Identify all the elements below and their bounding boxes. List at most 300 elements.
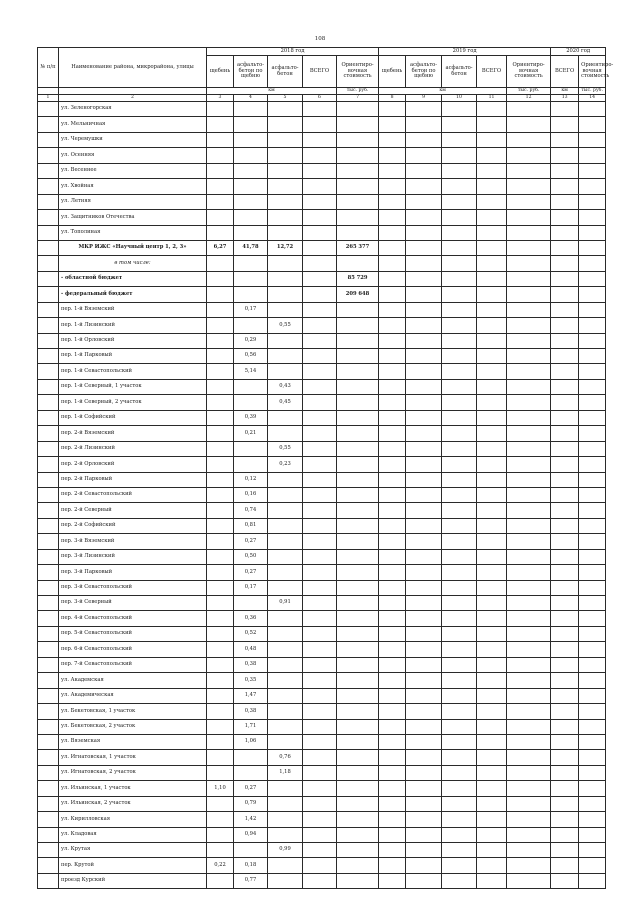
- empty-cell: [379, 503, 406, 518]
- total-2018-cell: [303, 487, 337, 502]
- empty-cell: [442, 503, 477, 518]
- table-row: [38, 827, 606, 842]
- empty-cell: [379, 256, 406, 271]
- empty-cell: [477, 179, 507, 194]
- cost-2018-cell: [337, 858, 379, 873]
- street-name-cell: ул. Мельничная: [59, 117, 207, 132]
- cost-2018-cell: [337, 148, 379, 163]
- street-name-cell: пер. 2-й Парковый: [59, 472, 207, 487]
- gravel-2018-cell: [207, 102, 234, 117]
- empty-cell: [477, 549, 507, 564]
- empty-cell: [442, 395, 477, 410]
- empty-cell: [442, 580, 477, 595]
- street-name-cell: ул. Защитников Отечества: [59, 210, 207, 225]
- row-number-cell: [38, 472, 59, 487]
- empty-cell: [477, 487, 507, 502]
- empty-cell: [442, 565, 477, 580]
- empty-cell: [551, 395, 579, 410]
- asphalt-on-gravel-2018-cell: 0,18: [234, 858, 268, 873]
- asphalt-2018-cell: 0,99: [268, 843, 303, 858]
- empty-cell: [379, 441, 406, 456]
- header-unit-row: [38, 88, 606, 95]
- cost-2018-cell: [337, 117, 379, 132]
- street-name-cell: ул. Академская: [59, 673, 207, 688]
- empty-cell: [379, 179, 406, 194]
- cost-2018-cell: [337, 673, 379, 688]
- street-name-cell: пер. 2-й Лизинский: [59, 441, 207, 456]
- row-number-cell: [38, 395, 59, 410]
- row-number-cell: [38, 565, 59, 580]
- column-index: 3: [207, 95, 234, 102]
- table-row: [38, 395, 606, 410]
- empty-cell: [551, 410, 579, 425]
- asphalt-2018-cell: [268, 472, 303, 487]
- empty-cell: [379, 565, 406, 580]
- cost-2018-cell: [337, 827, 379, 842]
- empty-cell: [507, 379, 551, 394]
- cost-2018-cell: [337, 210, 379, 225]
- total-2018-cell: [303, 688, 337, 703]
- street-name-cell: ул. Зеленогорская: [59, 102, 207, 117]
- cost-2018-cell: [337, 364, 379, 379]
- page-number: 108: [314, 36, 326, 42]
- empty-cell: [379, 472, 406, 487]
- empty-cell: [406, 225, 442, 240]
- gravel-2018-cell: [207, 225, 234, 240]
- empty-cell: [579, 102, 606, 117]
- total-2018-cell: [303, 827, 337, 842]
- empty-cell: [477, 457, 507, 472]
- empty-cell: [406, 179, 442, 194]
- asphalt-on-gravel-2018-cell: 0,50: [234, 549, 268, 564]
- asphalt-2018-cell: 0,55: [268, 318, 303, 333]
- table-row: [38, 580, 606, 595]
- empty-cell: [579, 287, 606, 302]
- header-year-2020: 2020 год: [551, 48, 606, 56]
- asphalt-on-gravel-2018-cell: [234, 457, 268, 472]
- empty-cell: [551, 827, 579, 842]
- total-2018-cell: [303, 503, 337, 518]
- empty-cell: [477, 194, 507, 209]
- empty-cell: [406, 102, 442, 117]
- empty-cell: [442, 673, 477, 688]
- empty-cell: [507, 858, 551, 873]
- total-2018-cell: [303, 426, 337, 441]
- total-2018-cell: [303, 179, 337, 194]
- total-2018-cell: [303, 287, 337, 302]
- asphalt-2018-cell: [268, 657, 303, 672]
- header-name: Наименование района, микрорайона, улицы: [59, 48, 207, 88]
- empty-cell: [406, 704, 442, 719]
- total-2018-cell: [303, 611, 337, 626]
- empty-cell: [579, 657, 606, 672]
- empty-cell: [551, 302, 579, 317]
- empty-cell: [477, 333, 507, 348]
- cost-2018-cell: [337, 596, 379, 611]
- empty-cell: [551, 765, 579, 780]
- gravel-2018-cell: [207, 673, 234, 688]
- empty-cell: [579, 379, 606, 394]
- empty-cell: [442, 518, 477, 533]
- empty-cell: [507, 302, 551, 317]
- empty-cell: [442, 441, 477, 456]
- asphalt-on-gravel-2018-cell: [234, 163, 268, 178]
- asphalt-on-gravel-2018-cell: 0,94: [234, 827, 268, 842]
- row-number-cell: [38, 148, 59, 163]
- row-number-cell: [38, 626, 59, 641]
- street-name-cell: пер. 3-й Парковый: [59, 565, 207, 580]
- empty-cell: [406, 642, 442, 657]
- column-index: 6: [303, 95, 337, 102]
- street-name-cell: пер. 1-й Орловский: [59, 333, 207, 348]
- empty-cell: [406, 688, 442, 703]
- empty-cell: [406, 210, 442, 225]
- empty-cell: [507, 395, 551, 410]
- total-2018-cell: [303, 379, 337, 394]
- asphalt-2018-cell: [268, 132, 303, 147]
- empty-cell: [579, 457, 606, 472]
- street-name-cell: пер. 3-й Вяземский: [59, 534, 207, 549]
- empty-cell: [507, 410, 551, 425]
- gravel-2018-cell: [207, 487, 234, 502]
- empty-cell: [579, 503, 606, 518]
- total-2018-cell: [303, 704, 337, 719]
- row-number-cell: [38, 580, 59, 595]
- empty-cell: [406, 318, 442, 333]
- empty-cell: [379, 148, 406, 163]
- row-number-cell: [38, 719, 59, 734]
- table-row: [38, 287, 606, 302]
- empty-cell: [477, 781, 507, 796]
- header-year-row: [38, 48, 606, 56]
- empty-cell: [507, 688, 551, 703]
- empty-cell: [551, 472, 579, 487]
- street-name-cell: - федеральный бюджет: [59, 287, 207, 302]
- asphalt-2018-cell: [268, 549, 303, 564]
- empty-cell: [406, 333, 442, 348]
- empty-cell: [406, 534, 442, 549]
- asphalt-2018-cell: [268, 688, 303, 703]
- row-number-cell: [38, 518, 59, 533]
- empty-cell: [579, 719, 606, 734]
- street-name-cell: ул. Академическая: [59, 688, 207, 703]
- asphalt-on-gravel-2018-cell: [234, 596, 268, 611]
- street-name-cell: ул. Вяземская: [59, 734, 207, 749]
- empty-cell: [551, 349, 579, 364]
- empty-cell: [579, 318, 606, 333]
- asphalt-2018-cell: [268, 796, 303, 811]
- table-row: [38, 318, 606, 333]
- row-number-cell: [38, 410, 59, 425]
- asphalt-on-gravel-2018-cell: 0,27: [234, 781, 268, 796]
- asphalt-2018-cell: [268, 364, 303, 379]
- table-row: [38, 457, 606, 472]
- row-number-cell: [38, 210, 59, 225]
- empty-cell: [507, 827, 551, 842]
- asphalt-2018-cell: [268, 734, 303, 749]
- total-2018-cell: [303, 163, 337, 178]
- table-row: [38, 565, 606, 580]
- row-number-cell: [38, 688, 59, 703]
- asphalt-2018-cell: [268, 102, 303, 117]
- asphalt-2018-cell: [268, 210, 303, 225]
- asphalt-on-gravel-2018-cell: 0,35: [234, 673, 268, 688]
- street-name-cell: МКР ИЖС «Научный центр 1, 2, 3»: [59, 240, 207, 255]
- empty-cell: [579, 225, 606, 240]
- empty-cell: [442, 843, 477, 858]
- empty-cell: [579, 750, 606, 765]
- empty-cell: [406, 271, 442, 286]
- empty-cell: [507, 472, 551, 487]
- row-number-cell: [38, 102, 59, 117]
- gravel-2018-cell: [207, 472, 234, 487]
- table-row: [38, 858, 606, 873]
- empty-cell: [406, 457, 442, 472]
- empty-cell: [477, 210, 507, 225]
- row-number-cell: [38, 596, 59, 611]
- empty-cell: [477, 395, 507, 410]
- column-index: 5: [268, 95, 303, 102]
- asphalt-2018-cell: [268, 642, 303, 657]
- empty-cell: [379, 843, 406, 858]
- cost-2018-cell: [337, 395, 379, 410]
- empty-cell: [442, 240, 477, 255]
- empty-cell: [406, 611, 442, 626]
- row-number-cell: [38, 765, 59, 780]
- total-2018-cell: [303, 271, 337, 286]
- cost-2018-cell: [337, 487, 379, 502]
- row-number-cell: [38, 704, 59, 719]
- empty-cell: [477, 534, 507, 549]
- empty-cell: [379, 318, 406, 333]
- table-row: [38, 596, 606, 611]
- empty-cell: [551, 194, 579, 209]
- empty-cell: [551, 333, 579, 348]
- gravel-2018-cell: [207, 534, 234, 549]
- gravel-2018-cell: [207, 580, 234, 595]
- street-name-cell: ул. Черемушки: [59, 132, 207, 147]
- empty-cell: [579, 827, 606, 842]
- empty-cell: [379, 750, 406, 765]
- cost-2018-cell: [337, 719, 379, 734]
- gravel-2018-cell: [207, 688, 234, 703]
- empty-cell: [406, 750, 442, 765]
- empty-cell: [507, 843, 551, 858]
- header-2020-cost: Ориентиро-вочная стоимость: [579, 56, 606, 88]
- empty-cell: [551, 534, 579, 549]
- asphalt-on-gravel-2018-cell: [234, 318, 268, 333]
- empty-cell: [379, 704, 406, 719]
- street-name-cell: пер. 3-й Севастопольский: [59, 580, 207, 595]
- table-row: [38, 611, 606, 626]
- empty-cell: [406, 287, 442, 302]
- gravel-2018-cell: [207, 333, 234, 348]
- asphalt-2018-cell: [268, 410, 303, 425]
- empty-cell: [507, 194, 551, 209]
- empty-cell: [379, 349, 406, 364]
- unit-rub-2018: тыс. руб.: [337, 88, 379, 95]
- header-2019-total: ВСЕГО: [477, 56, 507, 88]
- asphalt-on-gravel-2018-cell: 5,14: [234, 364, 268, 379]
- asphalt-2018-cell: 0,23: [268, 457, 303, 472]
- gravel-2018-cell: [207, 163, 234, 178]
- empty-cell: [379, 796, 406, 811]
- empty-cell: [551, 657, 579, 672]
- cost-2018-cell: [337, 163, 379, 178]
- empty-cell: [551, 426, 579, 441]
- empty-cell: [579, 148, 606, 163]
- cost-2018-cell: 265 377: [337, 240, 379, 255]
- empty-cell: [507, 318, 551, 333]
- asphalt-2018-cell: 1,18: [268, 765, 303, 780]
- empty-cell: [507, 580, 551, 595]
- row-number-cell: [38, 843, 59, 858]
- cost-2018-cell: [337, 549, 379, 564]
- column-index-row: [38, 95, 606, 102]
- asphalt-on-gravel-2018-cell: 0,38: [234, 704, 268, 719]
- row-number-cell: [38, 271, 59, 286]
- total-2018-cell: [303, 565, 337, 580]
- asphalt-2018-cell: [268, 287, 303, 302]
- empty-cell: [379, 719, 406, 734]
- table-row: [38, 657, 606, 672]
- empty-cell: [379, 426, 406, 441]
- empty-cell: [507, 426, 551, 441]
- gravel-2018-cell: [207, 148, 234, 163]
- street-name-cell: ул. Ильинская, 2 участок: [59, 796, 207, 811]
- total-2018-cell: [303, 117, 337, 132]
- empty-cell: [379, 673, 406, 688]
- gravel-2018-cell: [207, 596, 234, 611]
- street-name-cell: ул. Бекетовская, 1 участок: [59, 704, 207, 719]
- table-row: [38, 210, 606, 225]
- empty-cell: [406, 256, 442, 271]
- asphalt-on-gravel-2018-cell: [234, 225, 268, 240]
- gravel-2018-cell: [207, 441, 234, 456]
- total-2018-cell: [303, 580, 337, 595]
- gravel-2018-cell: [207, 210, 234, 225]
- street-name-cell: пер. 2-й Софийский: [59, 518, 207, 533]
- total-2018-cell: [303, 781, 337, 796]
- total-2018-cell: [303, 596, 337, 611]
- total-2018-cell: [303, 457, 337, 472]
- street-name-cell: ул. Бекетовская, 2 участок: [59, 719, 207, 734]
- empty-cell: [379, 333, 406, 348]
- empty-cell: [551, 673, 579, 688]
- empty-cell: [551, 117, 579, 132]
- total-2018-cell: [303, 194, 337, 209]
- cost-2018-cell: [337, 812, 379, 827]
- empty-cell: [477, 302, 507, 317]
- table-row: [38, 549, 606, 564]
- row-number-cell: [38, 781, 59, 796]
- asphalt-2018-cell: [268, 163, 303, 178]
- empty-cell: [507, 225, 551, 240]
- cost-2018-cell: [337, 318, 379, 333]
- table-row: [38, 688, 606, 703]
- empty-cell: [442, 132, 477, 147]
- empty-cell: [507, 796, 551, 811]
- empty-cell: [379, 117, 406, 132]
- gravel-2018-cell: [207, 518, 234, 533]
- empty-cell: [551, 457, 579, 472]
- table-row: [38, 379, 606, 394]
- total-2018-cell: [303, 518, 337, 533]
- empty-cell: [579, 132, 606, 147]
- empty-cell: [477, 565, 507, 580]
- table-row: [38, 472, 606, 487]
- empty-cell: [551, 179, 579, 194]
- table-row: [38, 673, 606, 688]
- cost-2018-cell: [337, 302, 379, 317]
- empty-cell: [477, 673, 507, 688]
- empty-cell: [579, 626, 606, 641]
- empty-cell: [477, 796, 507, 811]
- asphalt-2018-cell: [268, 194, 303, 209]
- empty-cell: [507, 163, 551, 178]
- empty-cell: [442, 379, 477, 394]
- table-row: [38, 750, 606, 765]
- row-number-cell: [38, 734, 59, 749]
- unit-km-2019: км: [379, 88, 507, 95]
- empty-cell: [406, 302, 442, 317]
- asphalt-2018-cell: [268, 487, 303, 502]
- row-number-cell: [38, 611, 59, 626]
- asphalt-2018-cell: [268, 503, 303, 518]
- empty-cell: [442, 657, 477, 672]
- asphalt-on-gravel-2018-cell: 0,21: [234, 426, 268, 441]
- empty-cell: [507, 734, 551, 749]
- asphalt-2018-cell: [268, 781, 303, 796]
- asphalt-2018-cell: [268, 333, 303, 348]
- total-2018-cell: [303, 812, 337, 827]
- empty-cell: [507, 102, 551, 117]
- total-2018-cell: [303, 673, 337, 688]
- cost-2018-cell: [337, 349, 379, 364]
- empty-cell: [551, 210, 579, 225]
- row-number-cell: [38, 364, 59, 379]
- gravel-2018-cell: [207, 179, 234, 194]
- table-row: [38, 734, 606, 749]
- empty-cell: [379, 596, 406, 611]
- empty-cell: [507, 349, 551, 364]
- row-number-cell: [38, 657, 59, 672]
- empty-cell: [406, 410, 442, 425]
- row-number-cell: [38, 534, 59, 549]
- street-name-cell: пер. 2-й Вяземский: [59, 426, 207, 441]
- row-number-cell: [38, 487, 59, 502]
- gravel-2018-cell: [207, 410, 234, 425]
- header-2018-total: ВСЕГО: [303, 56, 337, 88]
- empty-cell: [477, 704, 507, 719]
- gravel-2018-cell: [207, 132, 234, 147]
- empty-cell: [507, 657, 551, 672]
- empty-cell: [579, 271, 606, 286]
- street-name-cell: пер. 1-й Вяземский: [59, 302, 207, 317]
- gravel-2018-cell: [207, 395, 234, 410]
- empty-cell: [406, 441, 442, 456]
- empty-cell: [442, 858, 477, 873]
- empty-cell: [442, 796, 477, 811]
- cost-2018-cell: [337, 379, 379, 394]
- empty-cell: [477, 858, 507, 873]
- empty-cell: [507, 518, 551, 533]
- cost-2018-cell: [337, 750, 379, 765]
- gravel-2018-cell: [207, 457, 234, 472]
- row-number-cell: [38, 503, 59, 518]
- empty-cell: [579, 873, 606, 888]
- empty-cell: [551, 163, 579, 178]
